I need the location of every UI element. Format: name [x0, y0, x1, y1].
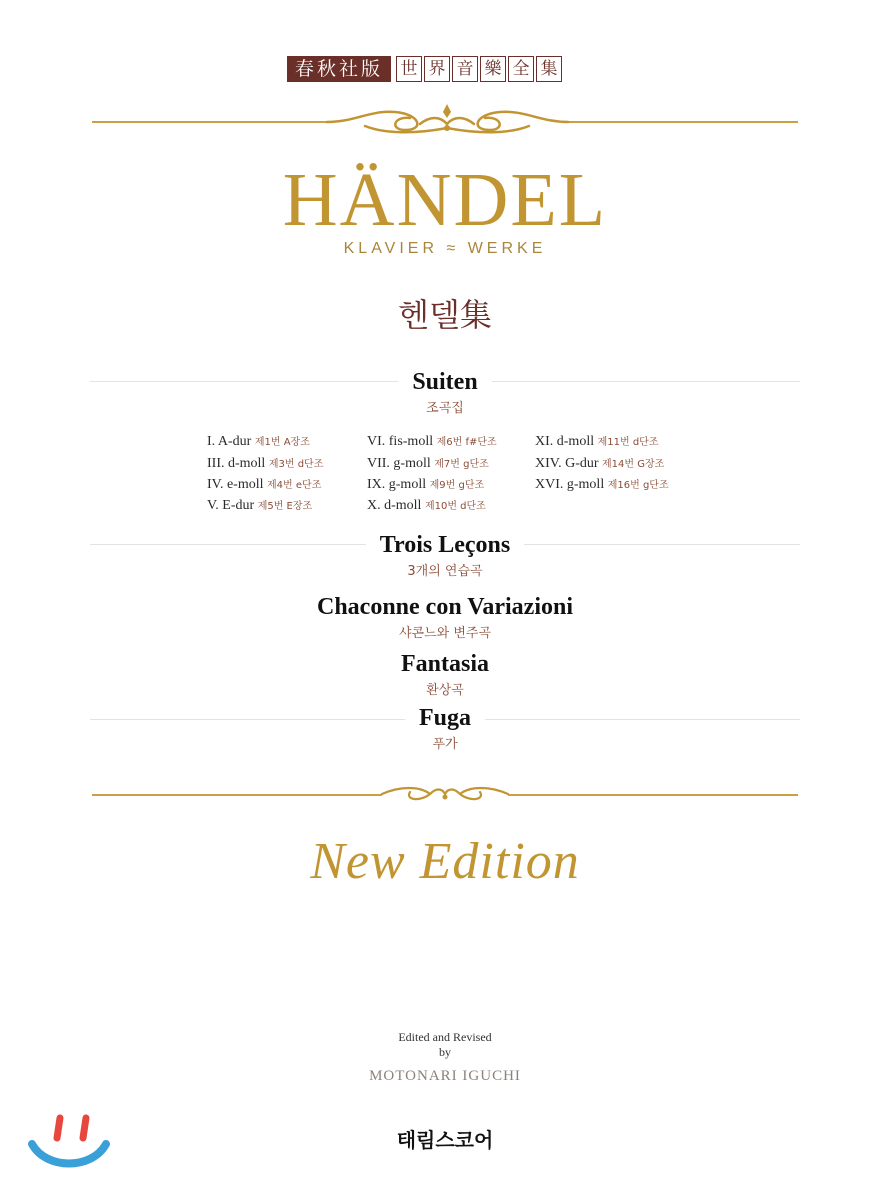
- section-subtitle-lecons: 3개의 연습곡: [407, 564, 483, 579]
- section-subtitle-fantasia: 환상곡: [426, 683, 464, 698]
- suite-item: IX. g-moll 제9번 g단조: [367, 477, 485, 492]
- editor-credit-line: Edited and Revised: [398, 1030, 492, 1044]
- series-title: [396, 56, 562, 82]
- series-char: 音: [452, 56, 478, 82]
- korean-title: 헨델集: [398, 296, 492, 334]
- section-subtitle-suiten: 조곡집: [426, 401, 464, 416]
- section-title-lecons: Trois Leçons: [0, 531, 890, 559]
- editor-name: MOTONARI IGUCHI: [369, 1068, 521, 1084]
- bottom-rule-left: [92, 794, 382, 796]
- suite-item: V. E-dur 제5번 E장조: [207, 498, 313, 513]
- section-title-fuga: Fuga: [0, 704, 890, 732]
- series-char: 集: [536, 56, 562, 82]
- suite-item: VI. fis-moll 제6번 f#단조: [367, 434, 497, 449]
- suite-item: III. d-moll 제3번 d단조: [207, 456, 324, 471]
- series-char: 世: [396, 56, 422, 82]
- suite-item: XIV. G-dur 제14번 G장조: [535, 456, 665, 471]
- series-banner: [287, 56, 562, 82]
- composer-title: HÄNDEL: [282, 158, 608, 242]
- suite-item: VII. g-moll 제7번 g단조: [367, 456, 489, 471]
- suite-item: I. A-dur 제1번 A장조: [207, 434, 310, 449]
- section-subtitle-fuga: 푸가: [432, 737, 458, 752]
- flourish-ornament-icon: [325, 100, 570, 140]
- bottom-rule-right: [508, 794, 798, 796]
- edition-label: New Edition: [310, 833, 580, 890]
- suite-item: X. d-moll 제10번 d단조: [367, 498, 486, 513]
- top-rule-right: [566, 121, 798, 123]
- series-char: 樂: [480, 56, 506, 82]
- series-char: 全: [508, 56, 534, 82]
- suite-item: IV. e-moll 제4번 e단조: [207, 477, 322, 492]
- section-title-chaconne: Chaconne con Variazioni: [0, 593, 890, 621]
- smiley-logo-icon: [24, 1108, 114, 1174]
- publisher-name: 태림스코어: [396, 1128, 494, 1152]
- suite-item: XI. d-moll 제11번 d단조: [535, 434, 659, 449]
- publisher-mark: 春秋社版: [287, 56, 391, 82]
- series-char: 界: [424, 56, 450, 82]
- section-title-suiten: Suiten: [0, 368, 890, 396]
- section-title-fantasia: Fantasia: [0, 650, 890, 678]
- section-subtitle-chaconne: 샤콘느와 변주곡: [398, 626, 492, 641]
- editor-credit-by: by: [439, 1045, 451, 1059]
- suite-item: XVI. g-moll 제16번 g단조: [535, 477, 669, 492]
- top-rule-left: [92, 121, 328, 123]
- small-flourish-icon: [380, 782, 510, 806]
- collection-subtitle: KLAVIER ≈ WERKE: [343, 240, 547, 257]
